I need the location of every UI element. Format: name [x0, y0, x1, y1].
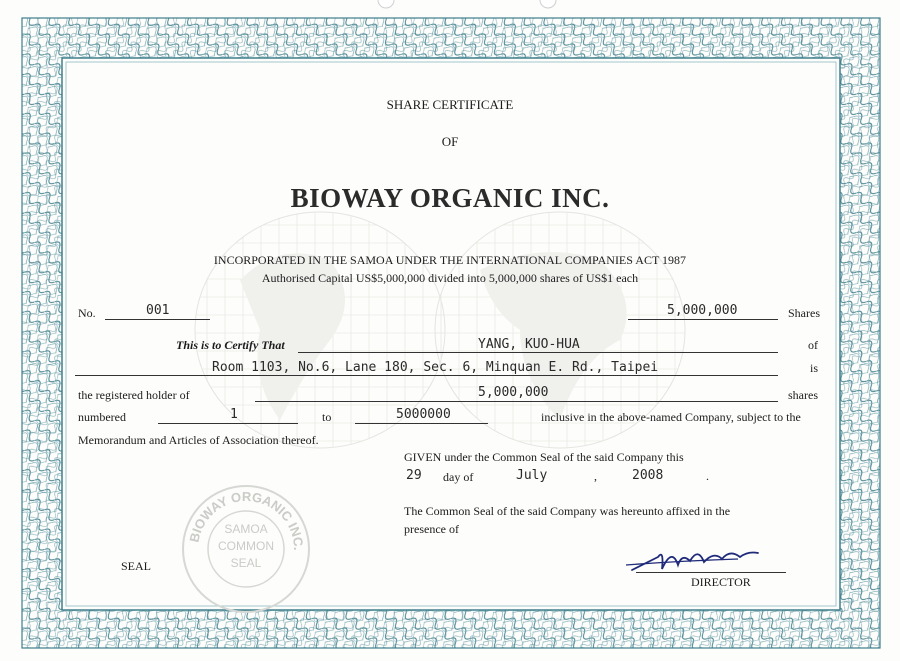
incorporation-line: INCORPORATED IN THE SAMOA UNDER THE INTERNATIONAL COMPANIES ACT 1987	[213, 253, 687, 267]
inclusive-text: inclusive in the above-named Company, subject to the	[541, 410, 801, 424]
certificate-heading: SHARE CERTIFICATE	[386, 97, 514, 112]
given-month: July	[516, 468, 548, 483]
seal-center-line1: SAMOA	[224, 522, 268, 536]
registered-label: the registered holder of	[78, 388, 190, 402]
from-underline	[158, 423, 298, 424]
director-signature	[618, 535, 788, 580]
certify-label: This is to Certify That	[176, 338, 285, 352]
seal-center-line3: SEAL	[230, 556, 262, 570]
seal-statement-line2: presence of	[404, 522, 459, 536]
shares-lower-label: shares	[788, 388, 818, 402]
seal-ring-text: BIOWAY ORGANIC INC.	[186, 488, 307, 551]
to-number: 5000000	[396, 407, 451, 422]
given-day-of: day of	[443, 470, 474, 484]
given-day: 29	[406, 468, 422, 483]
shares-underline	[628, 319, 778, 320]
of-label: of	[808, 338, 818, 352]
given-period: .	[706, 469, 709, 483]
given-text: GIVEN under the Common Seal of the said Company this	[404, 450, 684, 464]
embossed-seal	[180, 483, 312, 615]
certificate-of: OF	[441, 134, 459, 149]
given-year: 2008	[632, 468, 664, 483]
company-name: BIOWAY ORGANIC INC.	[290, 183, 610, 213]
memorandum-text: Memorandum and Articles of Association thereof.	[78, 433, 319, 447]
shares-label: Shares	[788, 306, 820, 320]
is-label: is	[810, 361, 819, 375]
director-label: DIRECTOR	[691, 575, 751, 589]
director-underline	[636, 572, 786, 573]
seal-statement-line1: The Common Seal of the said Company was hereunto affixed in the	[404, 504, 731, 518]
seal-label: SEAL	[121, 559, 151, 573]
holder-underline	[298, 352, 778, 353]
capital-line: Authorised Capital US$5,000,000 divided into 5,000,000 shares of US$1 each	[261, 271, 639, 285]
registered-underline	[255, 401, 778, 402]
holder-name: YANG, KUO-HUA	[478, 337, 580, 352]
given-comma: ,	[594, 469, 597, 483]
holder-address: Room 1103, No.6, Lane 180, Sec. 6, Minquan E. Rd., Taipei	[212, 360, 659, 375]
number-underline	[105, 319, 210, 320]
from-number: 1	[230, 407, 238, 422]
certificate-number: 001	[146, 303, 170, 318]
shares-total: 5,000,000	[667, 303, 738, 318]
registered-shares: 5,000,000	[478, 385, 549, 400]
seal-center-line2: COMMON	[218, 539, 274, 553]
number-label: No.	[78, 306, 96, 320]
address-underline	[75, 375, 778, 376]
to-underline	[355, 423, 488, 424]
to-label: to	[322, 410, 332, 424]
numbered-label: numbered	[78, 410, 126, 424]
